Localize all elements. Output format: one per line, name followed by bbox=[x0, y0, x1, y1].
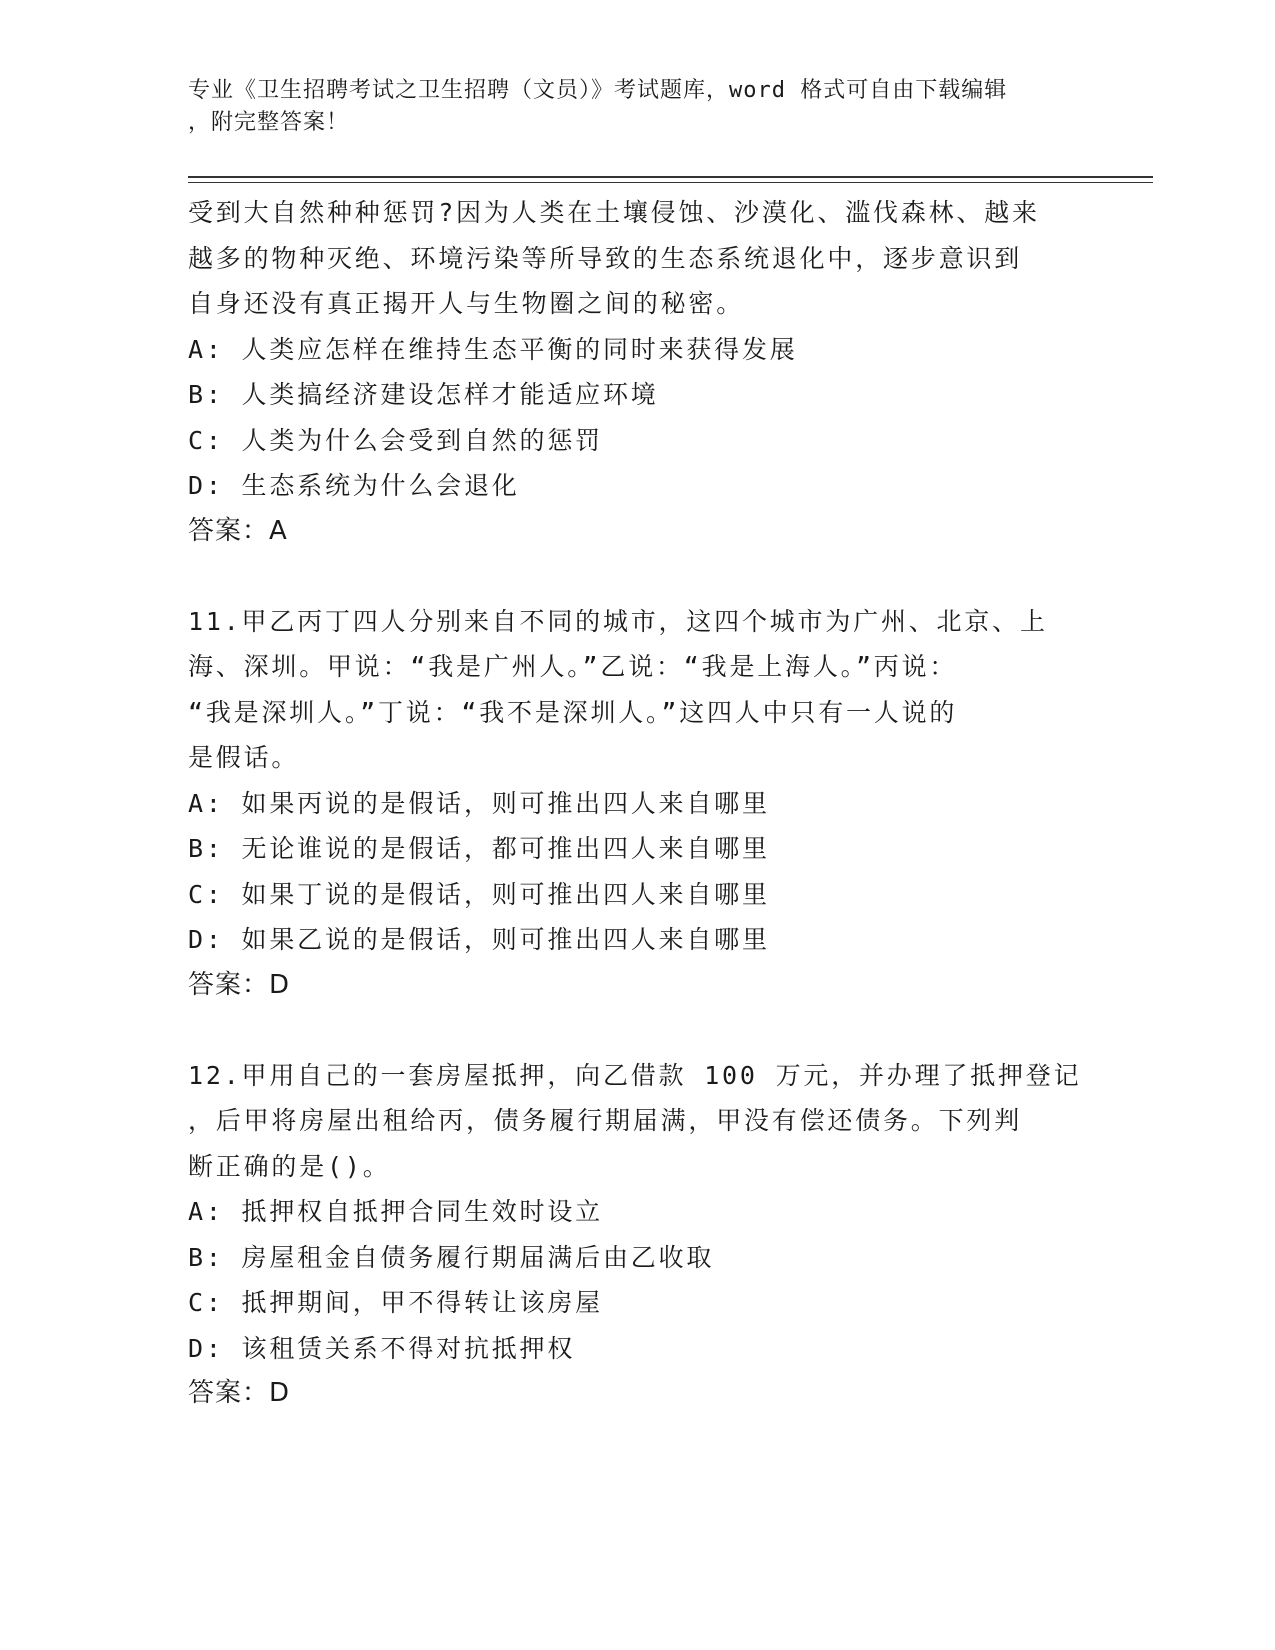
question-stem-line: “我是深圳人。”丁说：“我不是深圳人。”这四人中只有一人说的 bbox=[188, 697, 958, 727]
question-11 bbox=[188, 599, 1148, 1008]
page-header bbox=[188, 75, 1088, 139]
spacer bbox=[188, 554, 1148, 599]
option-c: C: 人类为什么会受到自然的惩罚 bbox=[188, 425, 603, 455]
option-c: C: 如果丁说的是假话，则可推出四人来自哪里 bbox=[188, 879, 770, 909]
question-stem-line: ，后甲将房屋出租给丙，债务履行期届满，甲没有偿还债务。下列判 bbox=[188, 1106, 1023, 1135]
option-d: D: 如果乙说的是假话，则可推出四人来自哪里 bbox=[188, 925, 770, 954]
answer-label: 答案：D bbox=[188, 969, 291, 1000]
question-stem-line: 受到大自然种种惩罚?因为人类在土壤侵蚀、沙漠化、滥伐森林、越来 bbox=[188, 198, 1040, 227]
option-d: D: 生态系统为什么会退化 bbox=[188, 471, 520, 500]
option-c: C: 抵押期间，甲不得转让该房屋 bbox=[188, 1288, 603, 1317]
question-stem-line: 是假话。 bbox=[188, 743, 300, 772]
option-a: A: 抵押权自抵押合同生效时设立 bbox=[188, 1197, 603, 1226]
question-12 bbox=[188, 1053, 1148, 1417]
option-b: B: 房屋租金自债务履行期届满后由乙收取 bbox=[188, 1242, 715, 1272]
question-stem-line: 断正确的是()。 bbox=[188, 1151, 391, 1181]
question-stem-line: 11.甲乙丙丁四人分别来自不同的城市，这四个城市为广州、北京、上 bbox=[188, 606, 1048, 636]
header-line-1: 专业《卫生招聘考试之卫生招聘（文员）》考试题库，word 格式可自由下载编辑 bbox=[188, 78, 1008, 103]
header-divider-thin bbox=[188, 182, 1153, 183]
spacer bbox=[188, 1008, 1148, 1053]
question-stem-line: 自身还没有真正揭开人与生物圈之间的秘密。 bbox=[188, 289, 745, 318]
option-d: D: 该租赁关系不得对抗抵押权 bbox=[188, 1333, 576, 1363]
option-b: B: 无论谁说的是假话，都可推出四人来自哪里 bbox=[188, 834, 770, 863]
question-10 bbox=[188, 190, 1148, 554]
answer-label: 答案：D bbox=[188, 1378, 291, 1408]
question-list bbox=[188, 190, 1148, 1416]
question-stem-line: 12.甲用自己的一套房屋抵押，向乙借款 100 万元，并办理了抵押登记 bbox=[188, 1060, 1082, 1090]
answer-label: 答案：A bbox=[188, 515, 288, 546]
option-a: A: 人类应怎样在维持生态平衡的同时来获得发展 bbox=[188, 334, 798, 364]
header-line-2: ，附完整答案！ bbox=[188, 110, 350, 135]
question-stem-line: 海、深圳。甲说：“我是广州人。”乙说：“我是上海人。”丙说： bbox=[188, 652, 958, 681]
option-b: B: 人类搞经济建设怎样才能适应环境 bbox=[188, 380, 659, 409]
question-stem-line: 越多的物种灭绝、环境污染等所导致的生态系统退化中，逐步意识到 bbox=[188, 243, 1023, 273]
option-a: A: 如果丙说的是假话，则可推出四人来自哪里 bbox=[188, 788, 770, 818]
header-divider-thick bbox=[188, 176, 1153, 178]
